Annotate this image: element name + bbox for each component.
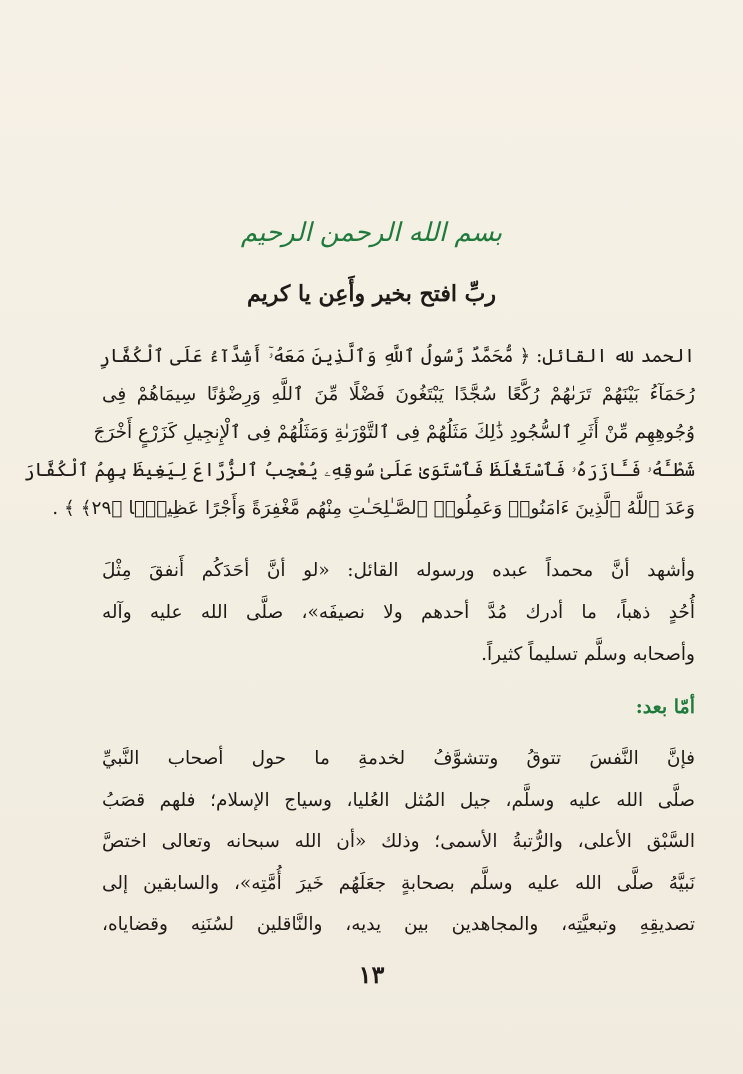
text-line: السَّبْق الأعلى، والرُّتبةُ الأسمى؛ وذلك «أن الله سبحانه وتعالى اختصَّ — [102, 831, 695, 852]
section-heading: أمّا بعد: — [635, 696, 695, 718]
text-line: الحمد لله القائل: ﴿ مُّحَمَّدٌ رَّسُولُ ٱللَّهِ وَٱلَّذِينَ مَعَهُۥٓ أَشِدَّآءُ عَلَى ٱلْكُفَّارِ — [99, 346, 695, 367]
text-line: رُحَمَآءُ بَيْنَهُمْ تَرَىٰهُمْ رُكَّعًا سُجَّدًا يَبْتَغُونَ فَضْلًا مِّنَ ٱللَّهِ وَرِضْوَٰنًا سِيمَاهُمْ فِى — [102, 384, 695, 405]
text-line: نَبيَّهُ صلَّى الله عليه وسلَّم بصحابةٍ جعَلَهُم خَيرَ أُمَّتِه»، والسابقين إلى — [102, 872, 695, 894]
text-line: فإنَّ النَّفسَ تتوقُ وتتشوَّفُ لخدمةِ ما حول أصحاب النَّبيِّ — [102, 748, 695, 769]
text-line: وأصحابه وسلَّم تسليماً كثيراً. — [481, 644, 695, 665]
page-number: ١٣ — [358, 960, 385, 989]
invocation-heading: ربِّ افتح بخير وأَعِن يا كريم — [246, 281, 496, 307]
quran-passage — [23, 338, 695, 528]
text-line: وَعَدَ ٱللَّهُ ٱلَّذِينَ ءَامَنُوا۟ وَعَمِلُوا۟ ٱلصَّـٰلِحَـٰتِ مِنْهُم مَّغْفِرَةً وَأَجْرًا عَظِيمًۢا ﴿٢٩﴾ ﴾ . — [52, 498, 695, 519]
body-paragraph — [102, 738, 695, 946]
basmala-calligraphy: بسم الله الرحمن الرحيم — [240, 218, 503, 248]
text-line: أُحُدٍ ذهباً، ما أدرك مُدَّ أحدهم ولا نصيفَه»، صلَّى الله عليه وآله — [102, 602, 695, 623]
text-line: وأشهد أنَّ محمداً عبده ورسوله القائل: «لو أنَّ أحَدَكُم أَنفقَ مِثْلَ — [102, 560, 695, 581]
text-line: صلَّى الله عليه وسلَّم، جيل المُثل العُليا، وسياج الإسلام؛ فلهم قصَبُ — [102, 789, 695, 811]
text-line: تصديقِهِ وتبعيَّتِه، والمجاهدين بين يديه، والنَّاقلين لسُنَنِه وقضاياه، — [102, 914, 695, 935]
text-line: شَطْـَٔهُۥ فَـَٔازَرَهُۥ فَٱسْتَغْلَظَ فَٱسْتَوَىٰ عَلَىٰ سُوقِهِۦ يُعْجِبُ ٱلزُّرَّاعَ لِيَغِيظَ بِهِمُ ٱلْكُفَّارَ — [23, 460, 695, 481]
hadith-paragraph — [102, 550, 695, 676]
text-line: وُجُوهِهِم مِّنْ أَثَرِ ٱلسُّجُودِ ذَٰلِكَ مَثَلُهُمْ فِى ٱلتَّوْرَىٰةِ وَمَثَلُهُمْ فِى ٱلْإِنجِيلِ كَزَرْعٍ أَخْرَجَ — [93, 422, 695, 443]
